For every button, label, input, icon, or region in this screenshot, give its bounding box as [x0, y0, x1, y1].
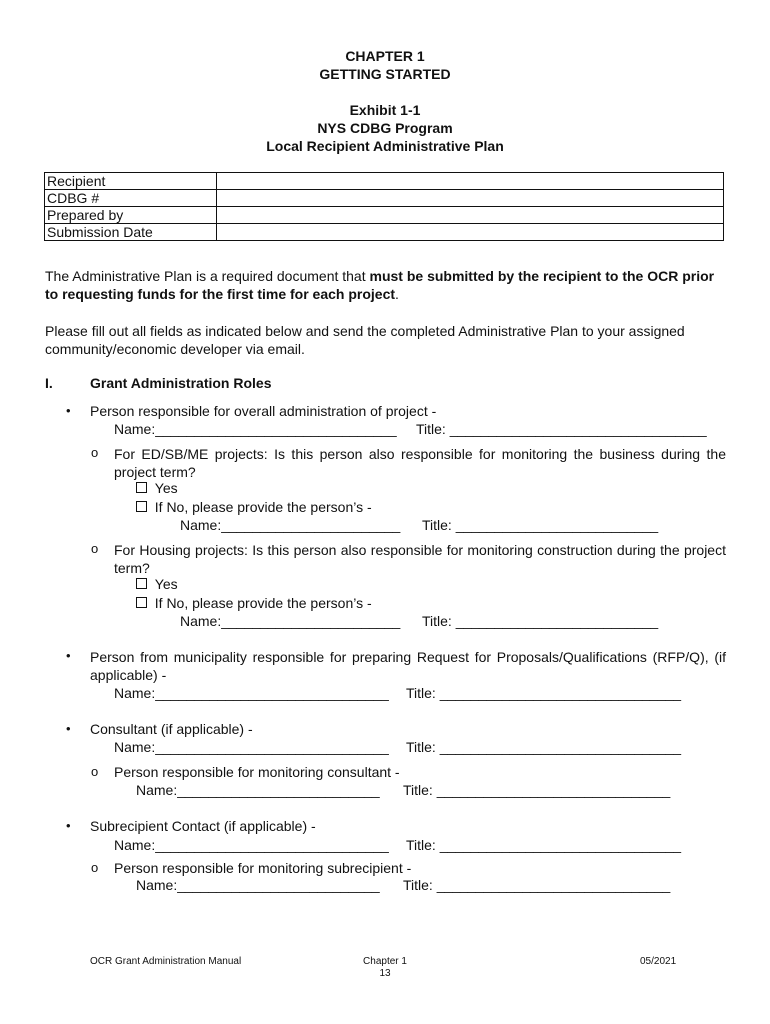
- consultant-name-field[interactable]: Name:______________________________: [114, 739, 389, 755]
- footer-manual-name: OCR Grant Administration Manual: [90, 956, 242, 967]
- admin-name-field[interactable]: Name:_______________________________: [114, 421, 397, 437]
- housing-question: For Housing projects: Is this person also responsible for monitoring construction during the project term?: [114, 542, 726, 576]
- cdbg-number-field[interactable]: [217, 190, 724, 207]
- no-option[interactable]: [136, 499, 372, 515]
- checkbox-icon[interactable]: [136, 597, 147, 608]
- if-no-label: If No, please provide the person’s -: [154, 499, 372, 515]
- intro-text-bold: must be submitted by the recipient to the OCR prior to requesting funds for the first time for each project: [45, 268, 715, 302]
- submission-date-label: Submission Date: [45, 224, 217, 241]
- subrecipient-title-field[interactable]: Title: _______________________________: [406, 837, 682, 853]
- prepared-by-label: Prepared by: [45, 207, 217, 224]
- sub-bullet-icon: o: [91, 860, 99, 875]
- consultant-monitor-title-field[interactable]: Title: ______________________________: [403, 782, 671, 798]
- intro-paragraph-1: [45, 267, 730, 303]
- rfp-name-field[interactable]: Name:______________________________: [114, 685, 389, 701]
- cdbg-number-label: CDBG #: [45, 190, 217, 207]
- rfp-person-label: Person from municipality responsible for preparing Request for Proposals/Qualifications (RFP/Q), (if applicable) -: [90, 649, 726, 683]
- yes-label: Yes: [154, 576, 178, 592]
- page-number: 13: [379, 968, 391, 979]
- checkbox-icon[interactable]: [136, 482, 147, 493]
- yes-option[interactable]: [136, 480, 178, 496]
- table-row: [45, 173, 724, 190]
- monitor-business-title-field[interactable]: Title: __________________________: [422, 517, 659, 533]
- table-row: [45, 207, 724, 224]
- consultant-label: Consultant (if applicable) -: [90, 721, 253, 737]
- section-number: I.: [45, 375, 53, 391]
- yes-option[interactable]: [136, 576, 178, 592]
- bullet-icon: •: [66, 403, 71, 418]
- yes-label: Yes: [154, 480, 178, 496]
- section-heading: Grant Administration Roles: [90, 375, 272, 391]
- table-row: [45, 224, 724, 241]
- admin-title-field[interactable]: Title: _________________________________: [416, 421, 707, 437]
- sub-bullet-icon: o: [91, 541, 99, 556]
- bullet-icon: •: [66, 721, 71, 736]
- consultant-monitor-name-field[interactable]: Name:__________________________: [136, 782, 380, 798]
- subrecipient-label: Subrecipient Contact (if applicable) -: [90, 818, 316, 834]
- checkbox-icon[interactable]: [136, 501, 147, 512]
- rfp-title-field[interactable]: Title: _______________________________: [406, 685, 682, 701]
- footer-chapter: Chapter 1: [363, 956, 407, 967]
- table-row: [45, 190, 724, 207]
- plan-title: Local Recipient Administrative Plan: [266, 138, 504, 154]
- recipient-info-table: [44, 172, 724, 241]
- monitor-business-name-field[interactable]: Name:_______________________: [180, 517, 401, 533]
- subrecipient-monitor-label: Person responsible for monitoring subrecipient -: [114, 860, 412, 876]
- submission-date-field[interactable]: [217, 224, 724, 241]
- admin-person-label: Person responsible for overall administration of project -: [90, 403, 437, 419]
- exhibit-label: Exhibit 1-1: [349, 102, 421, 118]
- recipient-field[interactable]: [217, 173, 724, 190]
- prepared-by-field[interactable]: [217, 207, 724, 224]
- consultant-title-field[interactable]: Title: _______________________________: [406, 739, 682, 755]
- program-name: NYS CDBG Program: [317, 120, 453, 136]
- checkbox-icon[interactable]: [136, 578, 147, 589]
- monitor-construction-title-field[interactable]: Title: __________________________: [422, 613, 659, 629]
- sub-bullet-icon: o: [91, 764, 99, 779]
- footer-date: 05/2021: [640, 956, 677, 967]
- chapter-subtitle: GETTING STARTED: [319, 66, 451, 82]
- no-option[interactable]: [136, 595, 372, 611]
- subrecipient-monitor-title-field[interactable]: Title: ______________________________: [403, 877, 671, 893]
- recipient-label: Recipient: [45, 173, 217, 190]
- chapter-heading: CHAPTER 1: [345, 48, 425, 64]
- ed-sb-me-question: For ED/SB/ME projects: Is this person also responsible for monitoring the business during the project term?: [114, 446, 726, 480]
- intro-text-a: The Administrative Plan is a required document that: [45, 268, 370, 284]
- intro-text-c: .: [395, 286, 399, 302]
- subrecipient-name-field[interactable]: Name:______________________________: [114, 837, 389, 853]
- intro-paragraph-2: Please fill out all fields as indicated below and send the completed Administrative Plan to your assigned community/economic developer via email.: [45, 323, 685, 357]
- bullet-icon: •: [66, 818, 71, 833]
- if-no-label: If No, please provide the person’s -: [154, 595, 372, 611]
- monitor-construction-name-field[interactable]: Name:_______________________: [180, 613, 401, 629]
- bullet-icon: •: [66, 648, 71, 663]
- sub-bullet-icon: o: [91, 445, 99, 460]
- subrecipient-monitor-name-field[interactable]: Name:__________________________: [136, 877, 380, 893]
- consultant-monitor-label: Person responsible for monitoring consultant -: [114, 764, 400, 780]
